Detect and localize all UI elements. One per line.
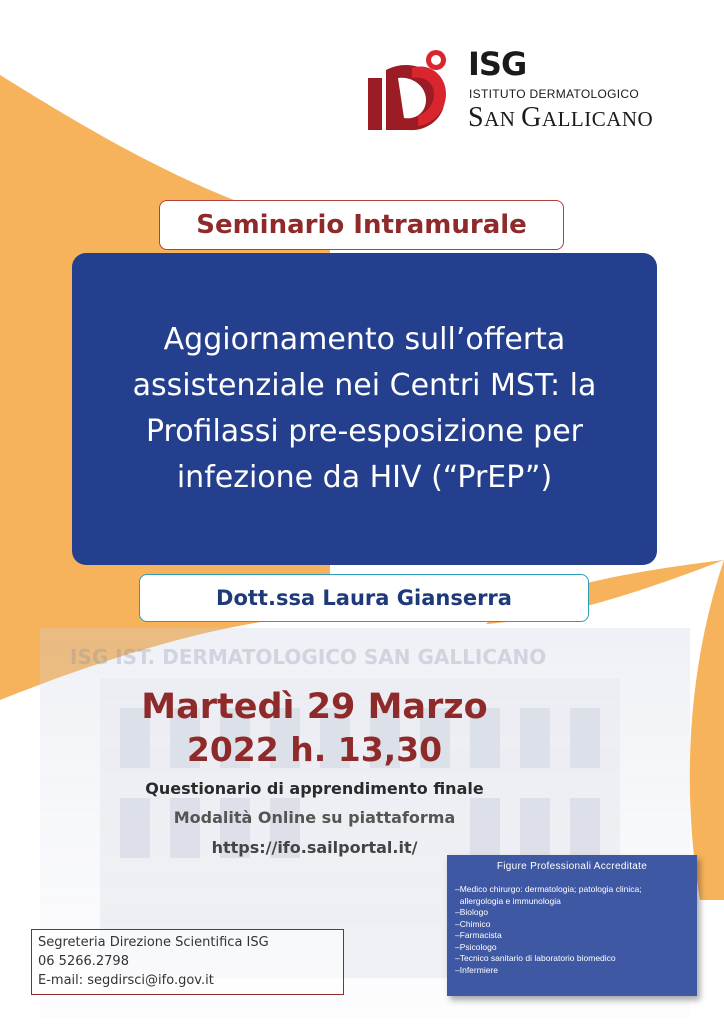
event-mode: Modalità Online su piattaforma — [173, 808, 456, 827]
profession-item: –Psicologo — [455, 941, 497, 952]
event-title-line: assistenziale nei Centri MST: la — [132, 368, 597, 403]
brand-name-rest-2: ALLICANO — [541, 107, 654, 131]
brand-name-initial-1: S — [468, 102, 485, 133]
questionnaire-note: Questionario di apprendimento finale — [145, 779, 484, 798]
event-time: 2022 h. 13,30 — [186, 730, 443, 769]
brand-name-initial-2: G — [521, 102, 542, 133]
brand-name-rest-1: AN — [484, 107, 522, 131]
isg-logo-icon — [368, 48, 452, 132]
profession-item: –Infermiere — [455, 964, 498, 975]
event-title-line: infezione da HIV (“PrEP”) — [176, 460, 553, 495]
event-title-box — [72, 253, 657, 565]
accredited-professions-box — [447, 855, 697, 996]
brand-name — [468, 102, 653, 134]
event-date: Martedì 29 Marzo — [141, 687, 488, 727]
profession-item: –Tecnico sanitario di laboratorio biomedico — [455, 953, 616, 963]
platform-link[interactable]: https://ifo.sailportal.it/ — [211, 838, 418, 857]
profession-item: –Biologo — [455, 907, 489, 917]
profession-item: allergologia e immunologia — [455, 895, 561, 906]
speaker-name: Dott.ssa Laura Gianserra — [139, 574, 589, 622]
accredited-professions-title: Figure Professionali Accreditate — [496, 861, 648, 872]
brand-acronym: ISG — [468, 45, 527, 83]
building-sign: ISG IST. DERMATOLOGICO SAN GALLICANO — [70, 645, 547, 669]
profession-item: –Chimico — [455, 918, 491, 929]
profession-item: –Medico chirurgo: dermatologia; patologia clinica; — [455, 884, 642, 894]
contact-phone: 06 5266.2798 — [38, 954, 129, 969]
brand-subtitle: ISTITUTO DERMATOLOGICO — [469, 87, 639, 101]
contact-box — [31, 929, 344, 995]
contact-email: E-mail: segdirsci@ifo.gov.it — [38, 973, 214, 988]
event-title-line: Aggiornamento sull’offerta — [163, 322, 566, 357]
contact-office: Segreteria Direzione Scientifica ISG — [38, 935, 269, 950]
profession-item: –Farmacista — [455, 930, 502, 940]
event-type-label: Seminario Intramurale — [159, 200, 564, 250]
event-title-line: Profilassi pre-esposizione per — [145, 414, 584, 449]
